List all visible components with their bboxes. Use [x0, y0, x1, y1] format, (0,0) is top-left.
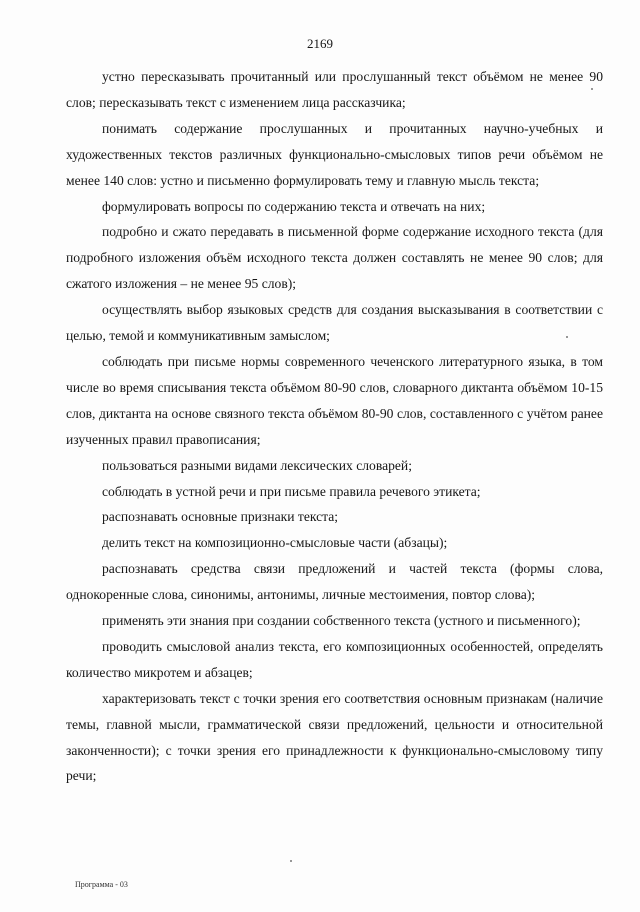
- page-number: 2169: [307, 36, 333, 51]
- paragraph: делить текст на композиционно-смысловые части (абзацы);: [102, 535, 448, 551]
- paragraph: проводить смысловой анализ текста, его композиционных особенностей, определять количество микротем и абзацев;: [66, 638, 603, 680]
- paragraph: распознавать основные признаки текста;: [102, 509, 339, 525]
- paragraph: формулировать вопросы по содержанию текста и отвечать на них;: [102, 198, 486, 214]
- paragraph: осуществлять выбор языковых средств для создания высказывания в соответствии с целью, темой и коммуникативным замыслом;: [66, 302, 603, 344]
- paragraph: соблюдать при письме нормы современного чеченского литературного языка, в том числе во время списывания текста объёмом 80-90 слов, словарного диктанта объёмом 10-15 слов, диктанта на основе связного текста объёмом 80-90 слов, составленного с учётом ранее изученных правил правописания;: [66, 353, 603, 447]
- paragraph: пользоваться разными видами лексических словарей;: [102, 457, 412, 473]
- scan-speck: [566, 336, 568, 338]
- scan-speck: [591, 88, 593, 90]
- paragraph: устно пересказывать прочитанный или прослушанный текст объёмом не менее 90 слов; пересказывать текст с изменением лица рассказчика;: [66, 69, 603, 110]
- paragraph: характеризовать текст с точки зрения его соответствия основным признакам (наличие темы, главной мысли, грамматической связи предложений, цельности и относительной законченности); с точки зрения его принадлежности к функционально-смысловому типу речи;: [66, 690, 603, 784]
- paragraph: распознавать средства связи предложений и частей текста (формы слова, однокоренные слова, синонимы, антонимы, личные местоимения, повтор слова);: [66, 561, 603, 603]
- paragraph: применять эти знания при создании собственного текста (устного и письменного);: [102, 613, 581, 629]
- body-text: [66, 64, 603, 789]
- paragraph: подробно и сжато передавать в письменной форме содержание исходного текста (для подробного изложения объём исходного текста должен составлять не менее 90 слов; для сжатого изложения – не менее 95 слов);: [66, 224, 603, 292]
- paragraph: понимать содержание прослушанных и прочитанных научно-учебных и художественных текстов различных функционально-смысловых типов речи объёмом не менее 140 слов: устно и письменно формулировать тему и главную мысль текста;: [66, 120, 603, 188]
- footer-program-label: Программа - 03: [75, 880, 128, 889]
- scan-speck: [290, 860, 292, 862]
- paragraph: соблюдать в устной речи и при письме правила речевого этикета;: [102, 483, 481, 499]
